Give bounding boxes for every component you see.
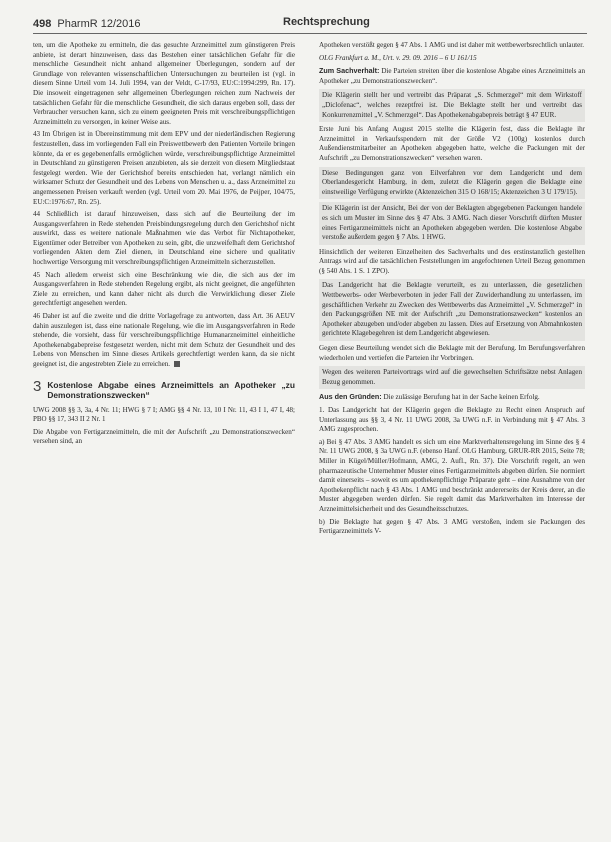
article-title: Kostenlose Abgabe eines Arzneimittels an Apotheker „zu Demonstrationszwecken“ [47, 379, 295, 400]
page-number: 498 [33, 18, 52, 30]
facts-label: Zum Sachverhalt: [319, 66, 380, 76]
facts-paragraph-2: Erste Juni bis Anfang August 2015 stellte die Klägerin fest, dass die Beklagte ihr Arzneimittel in Verkaufsspendern mit der Größe V2 (100g) kostenlos durch Außendienstmitarbeiter an Apotheken abgegeben hatte, welche die Packungen mit der Aufschrift „zu Demonstrationszwecken“ versehen waren. [319, 125, 585, 162]
page-header-left [33, 18, 141, 30]
facts-paragraph-5: Hinsichtlich der weiteren Einzelheiten des Sachverhalts und des erstinstanzlich gestellten Antrags wird auf die tatsächlichen Feststellungen im angefochtenen Urteil Bezug genommen (§ 540 Abs. 1 S. 1 ZPO). [319, 247, 585, 275]
reasons-label: Aus den Gründen: [319, 392, 382, 402]
header-rule [33, 33, 587, 34]
facts-paragraph-1: Die Klägerin stellt her und vertreibt das Präparat „S. Schmerzgel“ mit dem Wirkstoff „Diclofenac“, welches rezeptfrei ist. Die Beklagte stellt her und vertreibt das Konkurrenzmittel „V. Schmerzgel“. Das Apothekenabgabepreis beträgt § 47 EUR. [319, 89, 585, 122]
headnote: Die Abgabe von Fertigarzneimitteln, die mit der Aufschrift „zu Demonstrationszwecken“ versehen sind, an [33, 427, 295, 446]
court-citation: OLG Frankfurt a. M., Urt. v. 29. 09. 2016 – 6 U 161/15 [319, 53, 477, 62]
section-title: Rechtsprechung [283, 16, 370, 28]
headnote-continued: Apotheken verstößt gegen § 47 Abs. 1 AMG und ist daher mit wettbewerbsrechtlich unlauter. [319, 41, 584, 49]
left-column [33, 41, 295, 450]
facts-paragraph-4: Die Klägerin ist der Ansicht, Bei der von der Beklagten abgegebenen Packungen handele es sich um Muster im Sinne des § 47 Abs. 3 AMG. Nach dieser Vorschrift dürften Muster eines Fertigarzneimittels nicht an Apotheken abgegeben werden. Die kostenlose Abgabe verstoße außerdem gegen § 7 Abs. 1 HWG. [319, 202, 585, 244]
article-heading [33, 377, 295, 400]
reasons-paragraph-1: 1. Das Landgericht hat der Klägerin gegen die Beklagte zu Recht einen Anspruch auf Unterlassung aus §§ 3, 4 Nr. 11 UWG 2008, 3a UWG n.F. in Verbindung mit § 47 Abs. 3 AMG zugesprochen. [319, 406, 585, 434]
facts-paragraph-7: Gegen diese Beurteilung wendet sich die Beklagte mit der Berufung. Im Berufungsverfahren wiederholen und vertiefen die Parteien ihr Vorbringen. [319, 344, 585, 362]
reasons-paragraph-b: b) Die Beklagte hat gegen § 47 Abs. 3 AMG verstoßen, indem sie Packungen des Fertigarzneimittels V- [319, 517, 585, 536]
reasons-intro: Aus den Gründen: Die zulässige Berufung hat in der Sache keinen Erfolg. [319, 392, 540, 402]
paragraph-45: 45 Nach alledem erweist sich eine Beschränkung wie die, die sich aus der im Ausgangsverfahren in Rede stehenden Regelung ergibt, als nicht geeignet, die angeführten Ziele zu erreichen, und kann daher nicht als durch die Verwirklichung dieser Ziele gerechtfertigt angesehen werden. [33, 270, 295, 308]
reasons-paragraph-a: a) Bei § 47 Abs. 3 AMG handelt es sich um eine Marktverhaltensregelung im Sinne des § 4 Nr. 11 UWG 2008, § 3a UWG n.F. (ebenso Hanf. OLG Hamburg, GRUR-RR 2015, Seite 78; Miller in Kügel/Müller/Hofmann, AMG, 2. Aufl., Rn. 37). Die Vorschrift regelt, an wen pharmazeutische Unternehmer Muster eines Fertigarzneimittels abgeben dürfen. Sie normiert damit einerseits – soweit es um apothekenpflichtige Präparate geht – eine Ausnahme von der Apothekenpflicht nach § 43 Abs. 1 AMG und beschränkt andererseits der Kreis derer, an die Muster abgegeben werden dürfen. Sie regelt damit das Marktverhalten im Interesse der Arzneimittelsicherheit und des Gesundheitsschutzes. [319, 437, 585, 513]
right-column [319, 41, 585, 540]
facts-paragraph-3: Diese Bedingungen ganz von Eilverfahren vor dem Landgericht und dem Oberlandesgericht Hamburg, in dem, zuletzt die Klägerin gegen die Beklagte eine einstweilige Verfügung erwirkte (Aktenzeichen 315 O 168/15; Aktenzeichen 3 U 179/15). [319, 167, 585, 200]
facts-paragraph-8: Wegen des weiteren Parteivortrags wird auf die gewechselten Schriftsätze nebst Anlagen Bezug genommen. [319, 366, 585, 389]
article-number: 3 [33, 377, 42, 395]
facts-paragraph-6: Das Landgericht hat die Beklagte verurteilt, es zu unterlassen, die gesetzlichen Wettbewerbs- oder Werbeverboten in jeder Fall der Zuwiderhandlung zu unterlassen, im geschäftlichen Verkehr zu Zwecken des Wettbewerbs das Arzneimittel „V. Schmerzgel“ in den Packungsgrößen NE mit der Aufschrift „zu Demonstrationszwecken“ kostenlos an Apotheker abzugeben und/oder abgeben zu lassen. Dies auf Ersetzung von Abmahnkosten gerichtete Klagebegehren ist dem Landgericht abgewiesen. [319, 279, 585, 341]
journal-issue: PharmR 12/2016 [57, 18, 141, 30]
paragraph-44: 44 Schließlich ist darauf hinzuweisen, dass sich auf die Beurteilung der im Ausgangsverfahren in Rede stehenden Preisbindungsregelung durch den Gerichtshof nicht auswirkt, dass es weitere nationale Maßnahmen wie das Verbot für Nichtapotheker, Eigentümer oder Betreiber von Apotheken zu sein, gibt, die unzweifelhaft dem Gerichtshof vorliegenden Akten dem Ziel dienen, in Deutschland eine sichere und qualitativ hochwertige Versorgung mit verschreibungspflichtigen Arzneimitteln sicherzustellen. [33, 210, 295, 267]
paragraph-continued: ten, um die Apotheke zu ermitteln, die das gesuchte Arzneimittel zum günstigeren Preis anbiete, ist derart hinzuweisen, dass das Bestehen einer tatsächlichen Gefahr für die menschliche Gesundheit nicht anhand allgemeiner Überlegungen, sondern auf der Grundlage von relevanten wissenschaftlichen Untersuchungen zu beurteilen ist (vgl. in diesem Sinne Urteil vom 14. Juli 1994, van der Veldt, C-17/93, EU:C:1994:299, Rn. 17). Die insoweit eingetragenen sehr allgemeinen Überlegungen reichen zum Nachweis der tatsächlichen Gefahr für die menschliche Gesundheit, die sich daraus ergeben soll, dass der Verbraucher versuchen kann, sich zu einem geeigneten Preis mit verschreibungspflichtigen Arzneimitteln zu versorgen, in keiner Weise aus. [33, 41, 295, 126]
facts-intro: Zum Sachverhalt: Die Parteien streiten über die kostenlose Abgabe eines Arzneimittels an Apotheker „zu Demonstrationszwecken“. [319, 66, 585, 85]
paragraph-43: 43 Im Übrigen ist in Übereinstimmung mit dem EPV und der niederländischen Regierung festzustellen, dass im vorliegenden Fall ein Preiswettbewerb den Patienten Vorteile bringen könnte, da er es gegebenenfalls ermöglichen würde, verschreibungspflichtige Arzneimittel in Deutschland zu günstigeren Preisen anzubieten, als sie derzeit von diesem Mitgliedstaat festgelegt werden. Wie der Gerichtshof bereits entschieden hat, verlangt nämlich ein wirksamer Schutz der Gesundheit und des Lebens von Menschen u. a., dass Arzneimittel zu angemessenen Preisen verkauft werden (vgl. Urteil vom 20. Mai 1976, de Peijper, 104/75, EU:C:1976:67, Rn. 25). [33, 130, 295, 206]
article-norms: UWG 2008 §§ 3, 3a, 4 Nr. 11; HWG § 7 I; AMG §§ 4 Nr. 13, 10 I Nr. 11, 43 I 1, 47 I, 48; PBO §§ 17, 343 II 2 Nr. 1 [33, 405, 295, 424]
paragraph-46: 46 Daher ist auf die zweite und die dritte Vorlagefrage zu antworten, dass Art. 36 AEUV dahin auszulegen ist, dass eine nationale Regelung, wie die im Ausgangsverfahren in Rede stehende, die vorsieht, dass für verschreibungspflichtige Humanarzneimittel einheitliche Apothekenabgabepreise festgesetzt werden, nicht mit dem Schutz der Gesundheit und des Lebens von Menschen im Sinne dieses Artikels gerechtfertigt werden kann, da sie nicht geeignet ist, die angestrebten Ziele zu erreichen. [33, 312, 295, 368]
end-mark-icon [174, 361, 180, 367]
